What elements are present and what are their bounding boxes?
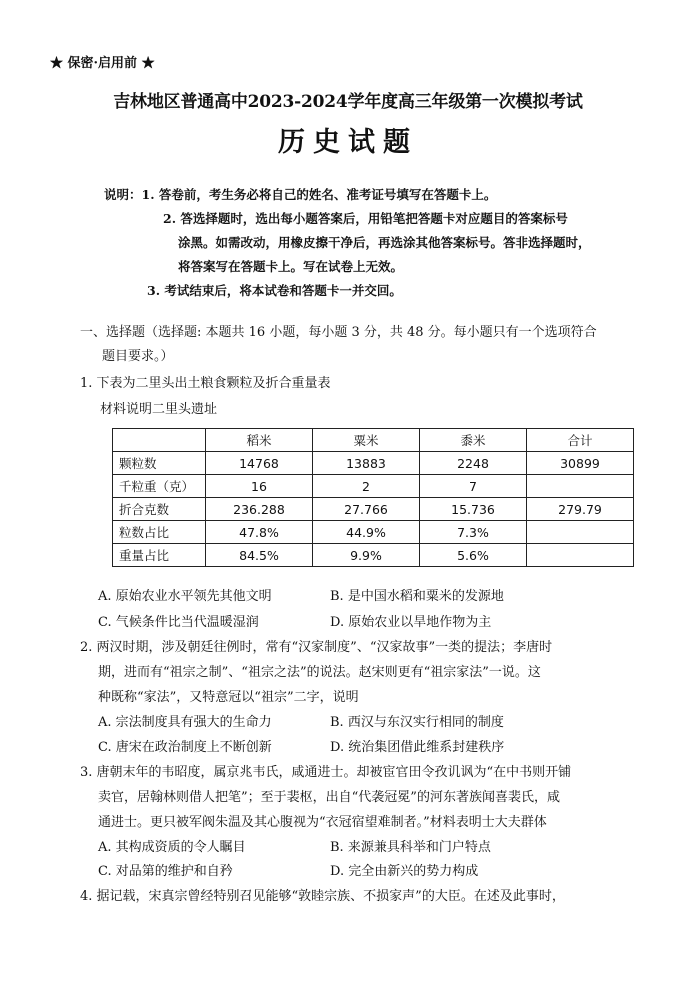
confidential-label: ★ 保密·启用前 ★ (50, 56, 155, 71)
instruction-2: 2. 答选择题时，选出每小题答案后，用铅笔把答题卡对应题目的答案标号 (163, 211, 568, 226)
table-cell: 9.9% (313, 544, 420, 567)
instruction-2-cont: 涂黑。如需改动，用橡皮擦干净后，再选涂其他答案标号。答非选择题时， (178, 235, 591, 250)
q3-option-c: C. 对品第的维护和自矜 (98, 864, 233, 879)
instruction-2-cont2: 将答案写在答题卡上。写在试卷上无效。 (178, 259, 404, 274)
table-cell: 5.6% (420, 544, 527, 567)
table-cell: 2 (313, 475, 420, 498)
table-header-cell: 粟米 (313, 429, 420, 452)
table-cell: 重量占比 (113, 544, 206, 567)
table-cell (527, 475, 634, 498)
table-cell: 16 (206, 475, 313, 498)
table-row (113, 521, 634, 544)
section-heading: 一、选择题（选择题: 本题共 16 小题，每小题 3 分，共 48 分。每小题只有一个选项符合 (80, 325, 597, 340)
q2-option-a: A. 宗法制度具有强大的生命力 (98, 715, 272, 730)
table-cell: 14768 (206, 452, 313, 475)
table-cell: 84.5% (206, 544, 313, 567)
question-4-line-1: 4. 据记载，宋真宗曾经特别召见能够“敦睦宗族、不损家声”的大臣。在述及此事时， (80, 889, 565, 904)
table-cell: 279.79 (527, 498, 634, 521)
table-cell: 15.736 (420, 498, 527, 521)
q1-option-c: C. 气候条件比当代温暖湿润 (98, 615, 259, 630)
q1-option-a: A. 原始农业水平领先其他文明 (98, 589, 272, 604)
table-cell: 颗粒数 (113, 452, 206, 475)
exam-title: 吉林地区普通高中2023-2024学年度高三年级第一次模拟考试 (113, 92, 583, 112)
table-cell: 2248 (420, 452, 527, 475)
q3-option-a: A. 其构成资质的令人瞩目 (98, 840, 246, 855)
table-cell: 27.766 (313, 498, 420, 521)
question-2-line-1: 2. 两汉时期，涉及朝廷往例时，常有“汉家制度”、“汉家故事”一类的提法；李唐时 (80, 640, 553, 655)
question-2-line-3: 种既称“家法”，又特意冠以“祖宗”二字，说明 (98, 690, 359, 705)
q2-option-b: B. 西汉与东汉实行相同的制度 (330, 715, 504, 730)
q3-option-d: D. 完全由新兴的势力构成 (330, 864, 479, 879)
table-header-cell: 合计 (527, 429, 634, 452)
table-row (113, 475, 634, 498)
table-header-cell: 稻米 (206, 429, 313, 452)
table-cell: 粒数占比 (113, 521, 206, 544)
question-2-line-2: 期，进而有“祖宗之制”、“祖宗之法”的说法。赵宋则更有“祖宗家法”一说。这 (98, 665, 541, 680)
table-row (113, 452, 634, 475)
table-cell: 44.9% (313, 521, 420, 544)
table-cell: 47.8% (206, 521, 313, 544)
question-3-line-2: 卖官，居翰林则借人把笔”；至于裴枢，出自“代袭冠冕”的河东著族闻喜裴氏，咸 (98, 790, 560, 805)
table-header-cell (113, 429, 206, 452)
table-cell (527, 544, 634, 567)
grain-table (112, 428, 634, 567)
question-3-line-3: 通进士。更只被军阀朱温及其心腹视为“衣冠宿望难制者。”材料表明士大夫群体 (98, 815, 547, 830)
table-cell: 30899 (527, 452, 634, 475)
table-cell: 7 (420, 475, 527, 498)
q3-option-b: B. 来源兼具科举和门户特点 (330, 840, 491, 855)
instruction-3: 3. 考试结束后，将本试卷和答题卡一并交回。 (147, 283, 402, 298)
table-cell: 折合克数 (113, 498, 206, 521)
q1-option-d: D. 原始农业以旱地作物为主 (330, 615, 492, 630)
q1-option-b: B. 是中国水稻和粟米的发源地 (330, 589, 504, 604)
table-cell: 236.288 (206, 498, 313, 521)
table-cell: 7.3% (420, 521, 527, 544)
question-3-line-1: 3. 唐朝末年的韦昭度，属京兆韦氏，咸通进士。却被宦官田令孜讥讽为“在中书则开铺 (80, 765, 572, 780)
q2-option-c: C. 唐宋在政治制度上不断创新 (98, 740, 272, 755)
table-cell (527, 521, 634, 544)
section-heading-cont: 题目要求。） (102, 349, 174, 364)
table-row (113, 498, 634, 521)
subject-title: 历史试题 (278, 127, 418, 158)
table-row (113, 544, 634, 567)
question-1-stem: 1. 下表为二里头出土粮食颗粒及折合重量表 (80, 376, 331, 391)
table-cell: 千粒重（克） (113, 475, 206, 498)
table-header-cell: 黍米 (420, 429, 527, 452)
instruction-1: 说明：1. 答卷前，考生务必将自己的姓名、准考证号填写在答题卡上。 (104, 187, 497, 202)
q2-option-d: D. 统治集团借此维系封建秩序 (330, 740, 505, 755)
table-cell: 13883 (313, 452, 420, 475)
question-1-material-label: 材料说明二里头遗址 (100, 402, 218, 417)
table-header-row (113, 429, 634, 452)
